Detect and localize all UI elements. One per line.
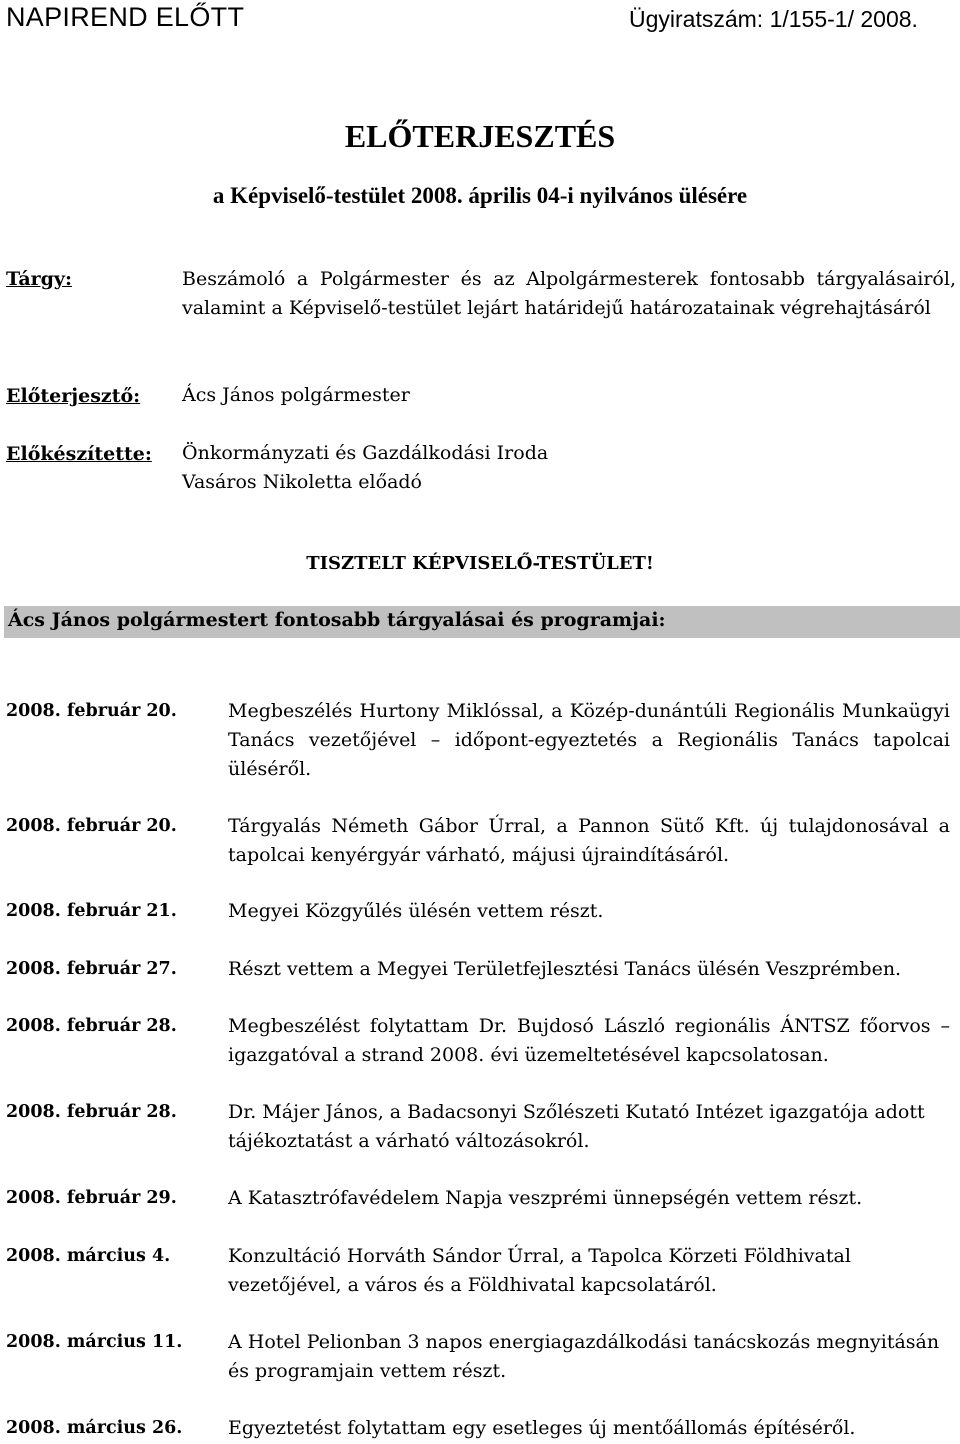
section-heading-bar bbox=[4, 606, 960, 638]
entry-text: Megbeszélést folytattam Dr. Bujdosó László regionális ÁNTSZ főorvos –igazgatóval a strand 2008. évi üzemeltetésével kapcsolatosan. bbox=[228, 1015, 950, 1066]
entry-date: 2008. február 29. bbox=[6, 1188, 177, 1208]
subject-label: Tárgy: bbox=[6, 268, 72, 290]
document-subtitle: a Képviselő-testület 2008. április 04-i nyilvános ülésére bbox=[212, 183, 748, 208]
file-number: Ügyiratszám: 1/155-1/ 2008. bbox=[629, 6, 918, 32]
entry-text: Tárgyalás Németh Gábor Úrral, a Pannon Sütő Kft. új tulajdonosával a tapolcai kenyérgyár várható, májusi újraindításáról. bbox=[228, 815, 950, 866]
prepared-value bbox=[182, 439, 956, 497]
entry-date: 2008. március 4. bbox=[6, 1246, 171, 1266]
entry-date: 2008. február 27. bbox=[6, 959, 177, 979]
entry-date: 2008. március 26. bbox=[6, 1418, 183, 1438]
agenda-status: NAPIREND ELŐTT bbox=[6, 2, 245, 32]
prepared-person: Vasáros Nikoletta előadó bbox=[182, 471, 422, 493]
prepared-office: Önkormányzati és Gazdálkodási Iroda bbox=[182, 442, 549, 464]
entry-date: 2008. február 20. bbox=[6, 701, 177, 721]
entry-text: Megyei Közgyűlés ülésén vettem részt. bbox=[228, 900, 604, 922]
salutation: TISZTELT KÉPVISELŐ-TESTÜLET! bbox=[306, 553, 654, 574]
presenter-label: Előterjesztő: bbox=[6, 385, 141, 407]
document-title: ELŐTERJESZTÉS bbox=[344, 118, 616, 154]
section-heading: Ács János polgármestert fontosabb tárgyalásai és programjai: bbox=[8, 609, 666, 631]
entry-date: 2008. február 28. bbox=[6, 1102, 177, 1122]
entry-date: 2008. február 21. bbox=[6, 901, 177, 921]
entry-date: 2008. március 11. bbox=[6, 1332, 183, 1352]
entry-text: Konzultáció Horváth Sándor Úrral, a Tapolca Körzeti Földhivatal vezetőjével, a város és a Földhivatal kapcsolatáról. bbox=[228, 1245, 851, 1296]
entry-text: A Hotel Pelionban 3 napos energiagazdálkodási tanácskozás megnyitásán és programjain vettem részt. bbox=[228, 1331, 940, 1382]
entry-text: Részt vettem a Megyei Területfejlesztési Tanács ülésén Veszprémben. bbox=[228, 958, 902, 980]
presenter-value: Ács János polgármester bbox=[182, 384, 410, 406]
entry-text: Egyeztetést folytattam egy esetleges új mentőállomás építéséről. bbox=[228, 1417, 856, 1439]
prepared-label: Előkészítette: bbox=[6, 443, 152, 465]
entry-text: Megbeszélés Hurtony Miklóssal, a Közép-dunántúli Regionális Munkaügyi Tanács vezetőjével – időpont-egyeztetés a Regionális Tanács tapolcai üléséről. bbox=[228, 700, 950, 780]
entry-date: 2008. február 20. bbox=[6, 816, 177, 836]
entry-text: Dr. Májer János, a Badacsonyi Szőlészeti Kutató Intézet igazgatója adott tájékoztatást a várható változásokról. bbox=[228, 1101, 925, 1152]
subject-value: Beszámoló a Polgármester és az Alpolgármesterek fontosabb tárgyalásairól, valamint a Képviselő-testület lejárt határidejű határozatainak végrehajtásáról bbox=[182, 268, 956, 319]
entry-date: 2008. február 28. bbox=[6, 1016, 177, 1036]
entry-text: A Katasztrófavédelem Napja veszprémi ünnepségén vettem részt. bbox=[228, 1187, 863, 1209]
